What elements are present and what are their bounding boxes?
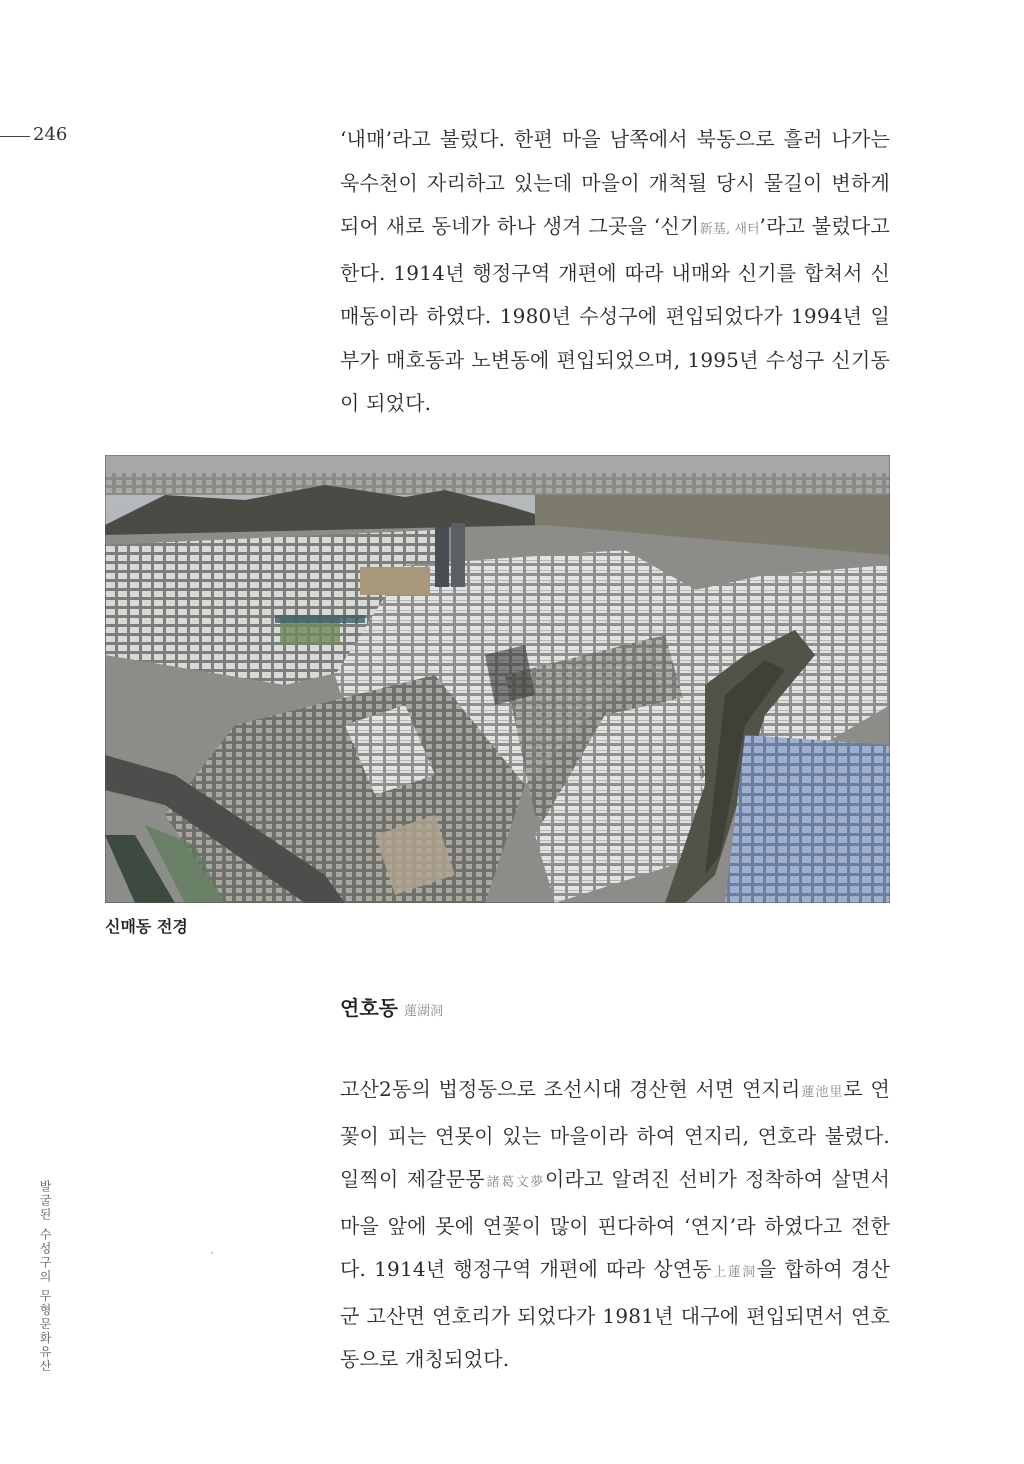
aerial-photo-illustration (105, 455, 890, 903)
section-heading-yeonho (340, 992, 443, 1021)
hanja-annotation-yeonji: 蓮池里 (800, 1085, 844, 1100)
paragraph2-text-2: 로 연꽃이 피는 연못이 있는 마을이라 하여 연지리, 연호라 불렸다. 일찍이 제갈문몽 (340, 1077, 890, 1191)
paragraph1-text-2: ’라고 불렀다고 한다. 1914년 행정구역 개편에 따라 내매와 신기를 합쳐서 신매동이라 하였다. 1980년 수성구에 편입되었다가 1994년 일부가 매호동과 노변동에 편입되었으며, 1995년 수성구 신기동이 되었다. (340, 214, 890, 415)
paragraph-sinmae-history (340, 118, 890, 426)
hanja-annotation-jegal: 諸葛文夢 (484, 1175, 545, 1190)
page-number-rule (0, 136, 30, 137)
paragraph2-text-3: 이라고 알려진 선비가 정착하여 살면서 마을 앞에 못에 연꽃이 많이 핀다하여 ‘연지’라 하였다고 전한다. 1914년 행정구역 개편에 따라 상연동 (340, 1167, 890, 1281)
paragraph2-text-4: 을 합하여 경산군 고산면 연호리가 되었다가 1981년 대구에 편입되면서 연호동으로 개칭되었다. (340, 1257, 890, 1371)
side-running-title: 발굴된 수성구의 무형문화유산 (38, 1180, 52, 1374)
photo-caption: 신매동 전경 (105, 917, 188, 936)
decorative-dot (211, 1252, 213, 1254)
page-number: 246 (33, 124, 68, 145)
paragraph1-text-1: ‘내매’라고 불렀다. 한편 마을 남쪽에서 북동으로 흘러 나가는 욱수천이 자리하고 있는데 마을이 개척될 당시 물길이 변하게 되어 새로 동네가 하나 생겨 그곳을 ‘신기 (340, 127, 890, 238)
section-title: 연호동 (340, 996, 398, 1020)
hanja-annotation-singi: 新基, 새터 (699, 222, 760, 237)
paragraph-yeonho-history (340, 1068, 890, 1382)
hanja-annotation-sangyeon: 上蓮洞 (711, 1265, 757, 1280)
paragraph2-text-1: 고산2동의 법정동으로 조선시대 경산현 서면 연지리 (340, 1077, 801, 1101)
section-title-hanja: 蓮湖洞 (403, 1004, 443, 1019)
aerial-photo-sinmae (105, 455, 890, 903)
